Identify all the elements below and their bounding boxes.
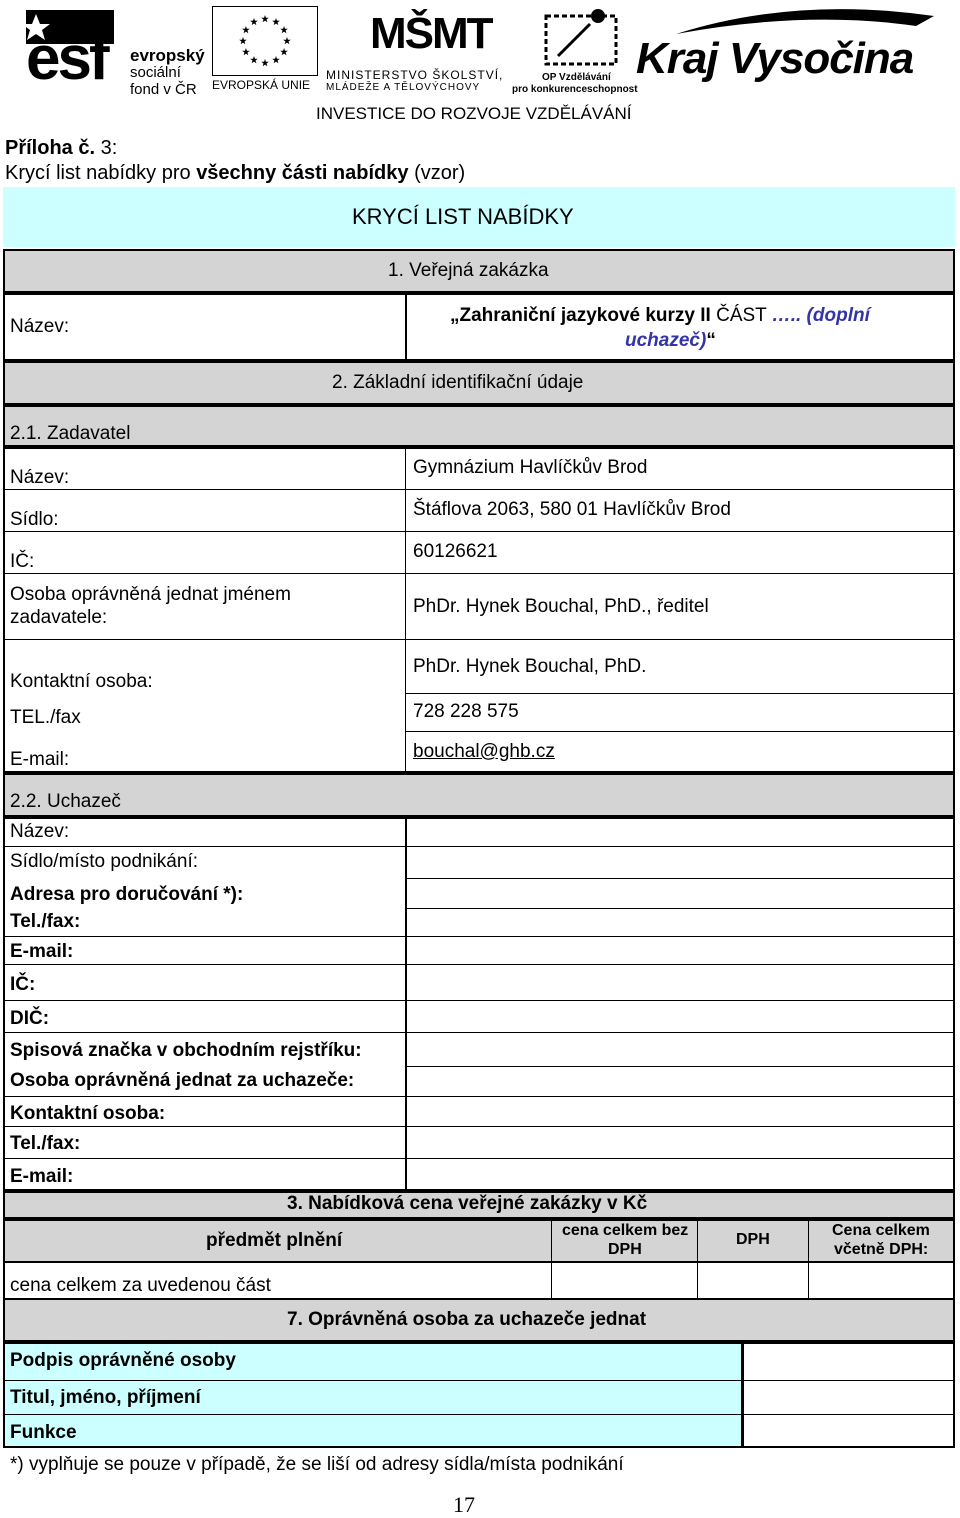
eu-star (239, 37, 247, 44)
uch-label-email2: E-mail: (10, 1166, 74, 1187)
price-col-without-2: DPH (608, 1241, 642, 1258)
zad-label-ic: IČ: (10, 551, 35, 572)
zad-label-osoba-2: zadavatele: (10, 607, 108, 628)
msmt-line2: MLÁDEŽE A TĚLOVÝCHOVY (326, 82, 481, 93)
uch-label-email: E-mail: (10, 941, 74, 962)
zad-value-tel: 728 228 575 (413, 701, 519, 722)
priloha-line (5, 137, 117, 160)
zakazka-fill-hint-2: uchazeč) (625, 330, 707, 351)
section1-name-label: Název: (10, 316, 70, 337)
page-number: 17 (453, 1492, 475, 1517)
uch-line-4 (3, 936, 955, 937)
uchazec-header: 2.2. Uchazeč (10, 791, 121, 812)
zakazka-fill-hint: ….. (doplní (771, 305, 870, 326)
section1-divider (405, 293, 407, 361)
price-col-with-1: Cena celkem (832, 1222, 930, 1239)
price-row-label: cena celkem za uvedenou část (10, 1275, 271, 1296)
eu-star (261, 59, 269, 66)
uch-label-ic: IČ: (10, 974, 36, 995)
eu-star (280, 48, 288, 55)
zad-line-6 (406, 731, 955, 732)
op-emblem-icon (538, 6, 634, 70)
sig-label-titul: Titul, jméno, příjmení (10, 1387, 201, 1408)
zad-label-email: E-mail: (10, 749, 70, 770)
eu-star (250, 18, 258, 25)
footnote: *) vyplňuje se pouze v případě, že se liší od adresy sídla/místa podnikání (10, 1454, 624, 1475)
kraj-text: Kraj Vysočina (636, 34, 914, 83)
subtitle-part-b: všechny části nabídky (196, 162, 409, 184)
esf-line1: evropský (130, 46, 205, 65)
uch-label-tel2: Tel./fax: (10, 1133, 81, 1154)
zad-value-osoba: PhDr. Hynek Bouchal, PhD., ředitel (413, 596, 709, 617)
priloha-label: Příloha č. (5, 137, 96, 159)
eu-stars-icon (213, 7, 317, 75)
zadavatel-header: 2.1. Zadavatel (10, 423, 131, 444)
uch-line-1 (3, 846, 955, 847)
uch-line-6 (3, 1000, 955, 1001)
zadavatel-header-bar (3, 405, 955, 447)
zad-line-1 (3, 489, 955, 490)
zad-value-kontakt: PhDr. Hynek Bouchal, PhD. (413, 656, 647, 677)
uch-line-11 (3, 1158, 955, 1159)
investice-text: INVESTICE DO ROZVOJE VZDĚLÁVÁNÍ (316, 104, 632, 123)
zad-label-kontakt: Kontaktní osoba: (10, 671, 153, 692)
uch-line-3 (406, 908, 955, 909)
esf-line3: fond v ČR (130, 81, 197, 98)
eu-text: EVROPSKÁ UNIE (212, 78, 311, 92)
zad-value-email[interactable]: bouchal@ghb.cz (413, 741, 555, 762)
intro-subtitle (5, 162, 465, 185)
section2-header: 2. Základní identifikační údaje (332, 372, 584, 393)
uch-line-10 (3, 1126, 955, 1127)
eu-star (272, 56, 280, 63)
price-col-without-1: cena celkem bez (562, 1222, 689, 1239)
section3-header: 3. Nabídková cena veřejné zakázky v Kč (287, 1193, 648, 1214)
subtitle-part-a: Krycí list nabídky pro (5, 162, 197, 184)
subtitle-part-c: (vzor) (408, 162, 466, 184)
section1-name-value (450, 303, 930, 353)
zad-label-tel: TEL./fax (10, 707, 81, 728)
msmt-big-text: MŠMT (370, 9, 492, 58)
uch-label-tel: Tel./fax: (10, 911, 81, 932)
sig-line-1 (3, 1380, 955, 1381)
uch-line-9 (3, 1096, 955, 1097)
priloha-number: 3: (95, 137, 118, 159)
zad-line-4 (3, 639, 955, 640)
uch-label-osoba: Osoba oprávněná jednat za uchazeče: (10, 1070, 355, 1091)
esf-logo (22, 8, 205, 98)
esf-line2: sociální (130, 64, 181, 81)
zad-line-5 (406, 693, 955, 694)
sig-label-podpis: Podpis oprávněné osoby (10, 1350, 236, 1371)
eu-flag (212, 6, 318, 76)
op-logo (512, 6, 638, 95)
uch-line-2 (406, 878, 955, 879)
zad-value-sidlo: Štáflova 2063, 580 01 Havlíčkův Brod (413, 499, 731, 520)
uch-label-spisova: Spisová značka v obchodním rejstříku: (10, 1040, 362, 1061)
zad-label-osoba: Osoba oprávněná jednat jménem (10, 584, 291, 605)
eu-star (280, 26, 288, 33)
uchazec-header-bar (3, 773, 955, 817)
eu-star (283, 37, 291, 44)
uch-label-adresa: Adresa pro doručování *): (10, 884, 244, 905)
price-header-row (3, 1219, 955, 1263)
uch-label-nazev: Název: (10, 821, 70, 842)
zakazka-part: ČÁST (716, 305, 772, 326)
uch-label-dic: DIČ: (10, 1008, 50, 1029)
op-line1: OP Vzdělávání (542, 72, 611, 83)
eu-logo (212, 6, 318, 92)
uch-label-sidlo: Sídlo/místo podnikání: (10, 851, 198, 872)
section1-header: 1. Veřejná zakázka (388, 260, 549, 281)
closing-quote: “ (706, 330, 716, 351)
eu-star (242, 26, 250, 33)
sig-label-funkce: Funkce (10, 1422, 77, 1443)
uch-line-7 (3, 1032, 955, 1033)
logo-strip (0, 0, 960, 130)
kraj-vysocina-logo (636, 6, 946, 96)
eu-star (261, 15, 269, 22)
zad-value-nazev: Gymnázium Havlíčkův Brod (413, 457, 648, 478)
eu-star (242, 48, 250, 55)
document-title: KRYCÍ LIST NABÍDKY (352, 204, 574, 229)
eu-star (250, 56, 258, 63)
zad-label-nazev: Název: (10, 467, 70, 488)
uch-label-kontakt: Kontaktní osoba: (10, 1103, 166, 1124)
swoosh-icon (676, 6, 936, 36)
section7-header: 7. Oprávněná osoba za uchazeče jednat (287, 1309, 647, 1330)
zad-label-sidlo: Sídlo: (10, 509, 59, 530)
zad-line-2 (3, 531, 955, 532)
uch-line-5 (3, 964, 955, 965)
uch-line-8 (406, 1066, 955, 1067)
eu-star (272, 18, 280, 25)
sig-line-2 (3, 1414, 955, 1415)
uchazec-table (3, 817, 955, 1191)
signature-values (742, 1342, 955, 1448)
msmt-line1: MINISTERSTVO ŠKOLSTVÍ, (326, 68, 504, 82)
price-col-dph: DPH (736, 1231, 770, 1248)
price-col-subject: předmět plnění (206, 1230, 343, 1251)
zakazka-name: „Zahraniční jazykové kurzy II (450, 305, 717, 326)
zad-line-3 (3, 573, 955, 574)
esf-big-text: esf (26, 24, 107, 93)
op-line2: pro konkurenceschopnost (512, 84, 638, 95)
zad-value-ic: 60126621 (413, 541, 498, 562)
price-col-with-2: včetně DPH: (834, 1241, 929, 1258)
msmt-logo (326, 4, 516, 94)
uchazec-divider (405, 817, 407, 1191)
zadavatel-divider (405, 447, 406, 773)
